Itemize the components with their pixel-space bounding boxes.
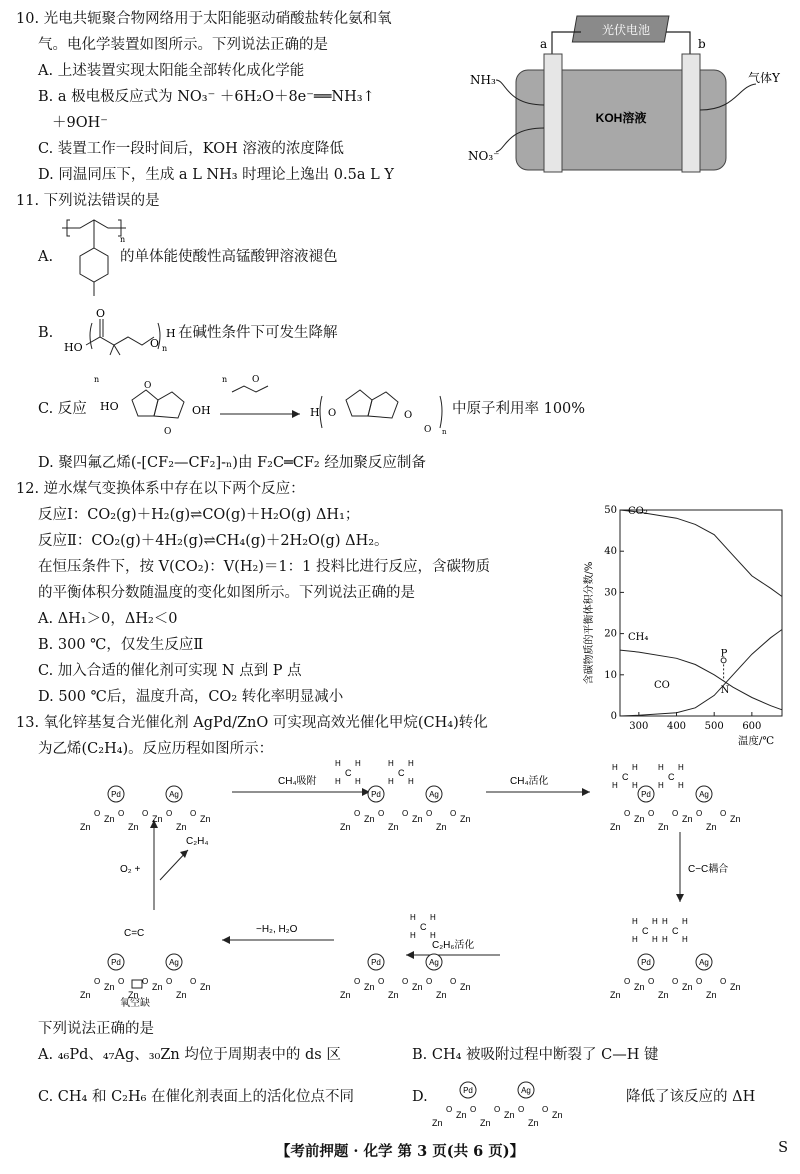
- q11-b-text: 在碱性条件下可发生降解: [178, 325, 338, 341]
- x-tick-label: 600: [742, 721, 762, 732]
- series-line-CH₄: [620, 650, 782, 710]
- q12-option-c: C. 加入合适的催化剂可实现 N 点到 P 点: [38, 663, 302, 679]
- svg-text:HO: HO: [100, 400, 119, 413]
- methyl-group: [388, 759, 414, 786]
- h-atom: H: [430, 931, 436, 940]
- o-atom: O: [450, 977, 457, 986]
- h-atom: H: [658, 763, 664, 772]
- zn-atom: Zn: [682, 982, 693, 992]
- pd-atom-label: Pd: [371, 958, 381, 967]
- catalyst-surface: [340, 786, 471, 832]
- y-tick-label: 50: [604, 505, 617, 516]
- c-atom: C: [622, 772, 629, 782]
- o-atom: O: [518, 1105, 525, 1114]
- catalyst-surface: [432, 1082, 563, 1128]
- h-atom: H: [408, 777, 414, 786]
- pd-atom-label: Pd: [463, 1086, 473, 1095]
- q10-option-b-cont: ＋9OH⁻: [52, 115, 108, 131]
- q13-option-a: A. ₄₆Pd、₄₇Ag、₃₀Zn 均位于周期表中的 ds 区: [38, 1047, 341, 1063]
- svg-text:H: H: [310, 406, 320, 419]
- o-atom: O: [494, 1105, 501, 1114]
- svg-text:O: O: [424, 425, 432, 435]
- ag-atom-label: Ag: [521, 1086, 531, 1095]
- o-atom: O: [426, 977, 433, 986]
- zn-atom: Zn: [552, 1110, 563, 1120]
- svg-text:n: n: [442, 428, 447, 436]
- svg-text:O: O: [144, 381, 152, 391]
- q13-option-b: B. CH₄ 被吸附过程中断裂了 C—H 键: [412, 1047, 659, 1063]
- o-atom: O: [696, 977, 703, 986]
- c-atom: C: [642, 926, 649, 936]
- o-atom: O: [648, 809, 655, 818]
- q10-stem-line2: 气。电化学装置如图所示。下列说法正确的是: [38, 37, 328, 53]
- h-atom: H: [335, 777, 341, 786]
- zn-atom: Zn: [200, 982, 211, 992]
- zn-atom: Zn: [388, 822, 399, 832]
- q12-option-d: D. 500 ℃后，温度升高，CO₂ 转化率明显减小: [38, 689, 344, 705]
- svg-text:O: O: [164, 427, 172, 437]
- zn-atom: Zn: [104, 814, 115, 824]
- q10-option-b: B. a 极电极反应式为 NO₃⁻ ＋6H₂O＋8e⁻══NH₃↑: [38, 89, 375, 105]
- o-atom: O: [354, 809, 361, 818]
- svg-text:H: H: [166, 327, 176, 340]
- ag-atom-label: Ag: [429, 958, 439, 967]
- ag-atom-label: Ag: [699, 790, 709, 799]
- polyester-structure: [58, 305, 178, 357]
- series-label: CO₂: [628, 506, 648, 517]
- h-atom: H: [632, 763, 638, 772]
- methyl-group: [632, 917, 658, 944]
- step-c2h6-activation: C₂H₆活化: [432, 940, 475, 951]
- c-atom: C: [672, 926, 679, 936]
- q12-reaction-2: 反应Ⅱ：CO₂(g)＋4H₂(g)⇌CH₄(g)＋2H₂O(g) ΔH₂。: [38, 533, 389, 549]
- zn-atom: Zn: [364, 814, 375, 824]
- electrochem-device-diagram: [466, 10, 796, 185]
- zn-atom: Zn: [658, 822, 669, 832]
- h-atom: H: [662, 935, 668, 944]
- catalyst-surface: [610, 954, 741, 1000]
- h-atom: H: [388, 759, 394, 768]
- zn-atom: Zn: [104, 982, 115, 992]
- footer-mark: S: [778, 1140, 788, 1156]
- zn-atom: Zn: [200, 814, 211, 824]
- c-atom: C: [420, 922, 427, 932]
- x-axis-label: 温度/℃: [737, 735, 775, 747]
- o-atom: O: [378, 809, 385, 818]
- methyl-group: [612, 763, 638, 790]
- o-atom: O: [378, 977, 385, 986]
- zn-atom: Zn: [412, 982, 423, 992]
- polystyrene-derivative-structure: [62, 212, 124, 302]
- svg-text:O: O: [96, 307, 106, 320]
- h-atom: H: [355, 777, 361, 786]
- zn-atom: Zn: [706, 822, 717, 832]
- h-atom: H: [632, 781, 638, 790]
- h-atom: H: [430, 913, 436, 922]
- q12-reaction-1: 反应Ⅰ：CO₂(g)＋H₂(g)⇌CO(g)＋H₂O(g) ΔH₁；: [38, 507, 360, 523]
- y-tick-label: 40: [604, 546, 617, 558]
- c-atom: C: [398, 768, 405, 778]
- zn-atom: Zn: [634, 814, 645, 824]
- zn-atom: Zn: [528, 1118, 539, 1128]
- q13-stem-line1: 13. 氧化锌基复合光催化剂 AgPd/ZnO 可实现高效光催化甲烷(CH₄)转化: [16, 715, 488, 731]
- q10-option-d: D. 同温同压下，生成 a L NH₃ 时理论上逸出 0.5a L Y: [38, 167, 394, 183]
- h-atom: H: [408, 759, 414, 768]
- zn-atom: Zn: [152, 982, 163, 992]
- vacancy-box: [132, 980, 142, 988]
- q11-c-label: C. 反应: [38, 401, 87, 417]
- y-tick-label: 10: [604, 669, 617, 681]
- step-cc-coupling: C−C耦合: [688, 864, 729, 875]
- pd-atom-label: Pd: [111, 958, 121, 967]
- pd-atom-label: Pd: [641, 958, 651, 967]
- catalyst-surface: [340, 954, 471, 1000]
- h-atom: H: [652, 935, 658, 944]
- zn-atom: Zn: [730, 814, 741, 824]
- catalyst-surface-d: [428, 1070, 628, 1126]
- q11-c-text: 中原子利用率 100%: [452, 401, 586, 417]
- zn-atom: Zn: [364, 982, 375, 992]
- y-tick-label: 30: [604, 587, 617, 599]
- h-atom: H: [652, 917, 658, 926]
- q11-option-d: D. 聚四氟乙烯(-[CF₂—CF₂]-ₙ)由 F₂C═CF₂ 经加聚反应制备: [38, 455, 426, 471]
- zn-atom: Zn: [176, 822, 187, 832]
- electrode-a-label: a: [540, 37, 548, 51]
- zn-atom: Zn: [682, 814, 693, 824]
- methyl-group: [335, 759, 361, 786]
- zn-atom: Zn: [460, 814, 471, 824]
- q12-line4: 的平衡体积分数随温度的变化如图所示。下列说法正确的是: [38, 585, 415, 601]
- h-atom: H: [632, 917, 638, 926]
- zn-atom: Zn: [128, 990, 139, 1000]
- h-atom: H: [682, 935, 688, 944]
- koh-solution-label: KOH溶液: [595, 111, 647, 125]
- catalyst-surface: [610, 786, 741, 832]
- o-atom: O: [624, 977, 631, 986]
- zn-atom: Zn: [80, 990, 91, 1000]
- no3-label: NO₃⁻: [468, 149, 500, 163]
- electrode-b-label: b: [698, 37, 706, 51]
- o-atom: O: [190, 977, 197, 986]
- q12-line3: 在恒压条件下，按 V(CO₂)：V(H₂)＝1：1 投料比进行反应，含碳物质: [38, 559, 490, 575]
- page-footer: 【考前押题 · 化学 第 3 页(共 6 页)】: [275, 1143, 525, 1160]
- h-atom: H: [388, 777, 394, 786]
- point-p-label: P: [720, 648, 728, 660]
- step-ch4-activation: CH₄活化: [510, 776, 549, 787]
- zn-atom: Zn: [730, 982, 741, 992]
- zn-atom: Zn: [658, 990, 669, 1000]
- y-axis-label: 含碳物质的平衡体积分数/%: [584, 561, 595, 685]
- h-atom: H: [632, 935, 638, 944]
- c2h4-label: C₂H₄: [186, 836, 209, 847]
- q10-option-a: A. 上述装置实现太阳能全部转化成化学能: [38, 63, 305, 79]
- nh3-label: NH₃: [470, 73, 496, 87]
- o-atom: O: [648, 977, 655, 986]
- zn-atom: Zn: [610, 822, 621, 832]
- zn-atom: Zn: [128, 822, 139, 832]
- svg-text:O: O: [404, 410, 413, 421]
- isosorbide-reaction-scheme: [92, 370, 452, 444]
- q11-a-label: A.: [38, 249, 54, 265]
- zn-atom: Zn: [634, 982, 645, 992]
- h-atom: H: [612, 763, 618, 772]
- pd-atom-label: Pd: [111, 790, 121, 799]
- o-atom: O: [446, 1105, 453, 1114]
- zn-atom: Zn: [412, 814, 423, 824]
- series-line-CO₂: [620, 510, 782, 597]
- series-label: CO: [654, 680, 670, 691]
- q13-option-c: C. CH₄ 和 C₂H₆ 在催化剂表面上的活化位点不同: [38, 1089, 355, 1105]
- o-atom: O: [426, 809, 433, 818]
- o-atom: O: [672, 809, 679, 818]
- o-atom: O: [470, 1105, 477, 1114]
- x-tick-label: 300: [629, 721, 649, 732]
- svg-text:O: O: [252, 375, 260, 385]
- zn-atom: Zn: [706, 990, 717, 1000]
- q10-stem-line1: 10. 光电共轭聚合物网络用于太阳能驱动硝酸盐转化氨和氧: [16, 11, 392, 27]
- pd-atom-label: Pd: [371, 790, 381, 799]
- q10-option-c: C. 装置工作一段时间后，KOH 溶液的浓度降低: [38, 141, 344, 157]
- o-atom: O: [696, 809, 703, 818]
- svg-text:O: O: [150, 337, 160, 350]
- ag-atom-label: Ag: [429, 790, 439, 799]
- zn-atom: Zn: [388, 990, 399, 1000]
- ag-atom-label: Ag: [169, 958, 179, 967]
- q13-option-d-label: D.: [412, 1089, 428, 1105]
- o-atom: O: [402, 977, 409, 986]
- zn-atom: Zn: [152, 814, 163, 824]
- zn-atom: Zn: [436, 990, 447, 1000]
- h-atom: H: [410, 931, 416, 940]
- o-atom: O: [402, 809, 409, 818]
- o-atom: O: [142, 977, 149, 986]
- x-tick-label: 500: [704, 721, 724, 732]
- o-atom: O: [672, 977, 679, 986]
- o-atom: O: [118, 977, 125, 986]
- step-ch4-adsorption: CH₄吸附: [278, 776, 317, 787]
- zn-atom: Zn: [340, 822, 351, 832]
- o-atom: O: [720, 809, 727, 818]
- y-tick-label: 0: [610, 711, 617, 722]
- catalyst-surface: [80, 786, 211, 832]
- oxygen-vacancy-label: 氧空缺: [120, 998, 150, 1009]
- q13-option-d-text: 降低了该反应的 ΔH: [626, 1089, 756, 1105]
- q11-b-label: B.: [38, 325, 54, 341]
- zn-atom: Zn: [80, 822, 91, 832]
- methyl-group: [658, 763, 684, 790]
- o-atom: O: [542, 1105, 549, 1114]
- svg-text:n: n: [162, 344, 168, 353]
- o-atom: O: [142, 809, 149, 818]
- h-atom: H: [678, 763, 684, 772]
- svg-text:n: n: [222, 375, 228, 384]
- svg-text:n: n: [120, 235, 126, 244]
- svg-text:HO: HO: [64, 341, 83, 354]
- zn-atom: Zn: [610, 990, 621, 1000]
- h-atom: H: [682, 917, 688, 926]
- gas-y-label: 气体Y: [748, 71, 780, 85]
- zn-atom: Zn: [480, 1118, 491, 1128]
- step-dehydrogenation: −H₂, H₂O: [256, 924, 298, 935]
- y-tick-label: 20: [604, 628, 617, 640]
- ag-atom-label: Ag: [169, 790, 179, 799]
- zn-atom: Zn: [456, 1110, 467, 1120]
- pd-atom-label: Pd: [641, 790, 651, 799]
- h-atom: H: [410, 913, 416, 922]
- h-atom: H: [662, 917, 668, 926]
- q11-a-text: 的单体能使酸性高锰酸钾溶液褪色: [120, 249, 338, 265]
- o-atom: O: [354, 977, 361, 986]
- q12-option-a: A. ΔH₁＞0，ΔH₂＜0: [38, 611, 178, 627]
- zn-atom: Zn: [176, 990, 187, 1000]
- o-atom: O: [450, 809, 457, 818]
- zn-atom: Zn: [340, 990, 351, 1000]
- svg-text:OH: OH: [192, 404, 211, 417]
- zn-atom: Zn: [460, 982, 471, 992]
- q11-stem: 11. 下列说法错误的是: [16, 193, 160, 209]
- ethylene-molecule: C=C: [124, 928, 145, 939]
- zn-atom: Zn: [432, 1118, 443, 1128]
- pv-label: 光伏电池: [601, 23, 651, 37]
- o2-label: O₂ +: [120, 864, 141, 875]
- o-atom: O: [94, 977, 101, 986]
- h-atom: H: [335, 759, 341, 768]
- o-atom: O: [166, 809, 173, 818]
- zn-atom: Zn: [436, 822, 447, 832]
- o-atom: O: [166, 977, 173, 986]
- point-n-label: N: [720, 684, 730, 696]
- methyl-group: [662, 917, 688, 944]
- c-atom: C: [345, 768, 352, 778]
- h-atom: H: [678, 781, 684, 790]
- ag-atom-label: Ag: [699, 958, 709, 967]
- c-atom: C: [668, 772, 675, 782]
- h-atom: H: [612, 781, 618, 790]
- x-tick-label: 400: [666, 721, 687, 732]
- svg-text:n: n: [94, 375, 100, 384]
- q13-ask: 下列说法正确的是: [38, 1021, 154, 1037]
- o-atom: O: [94, 809, 101, 818]
- equilibrium-fraction-chart: [584, 500, 794, 750]
- o-atom: O: [624, 809, 631, 818]
- zn-atom: Zn: [504, 1110, 515, 1120]
- q12-stem: 12. 逆水煤气变换体系中存在以下两个反应：: [16, 481, 305, 497]
- o-atom: O: [720, 977, 727, 986]
- o-atom: O: [118, 809, 125, 818]
- h-atom: H: [355, 759, 361, 768]
- catalyst-surface: [80, 954, 211, 1000]
- series-label: CH₄: [628, 632, 649, 643]
- q13-stem-line2: 为乙烯(C₂H₄)。反应历程如图所示：: [38, 741, 274, 757]
- plot-frame: [620, 510, 782, 716]
- o-atom: O: [190, 809, 197, 818]
- q12-option-b: B. 300 ℃，仅发生反应Ⅱ: [38, 637, 204, 653]
- reaction-mechanism-diagram: [70, 760, 770, 1020]
- svg-text:O: O: [328, 408, 337, 419]
- methyl-group: [410, 913, 436, 940]
- h-atom: H: [658, 781, 664, 790]
